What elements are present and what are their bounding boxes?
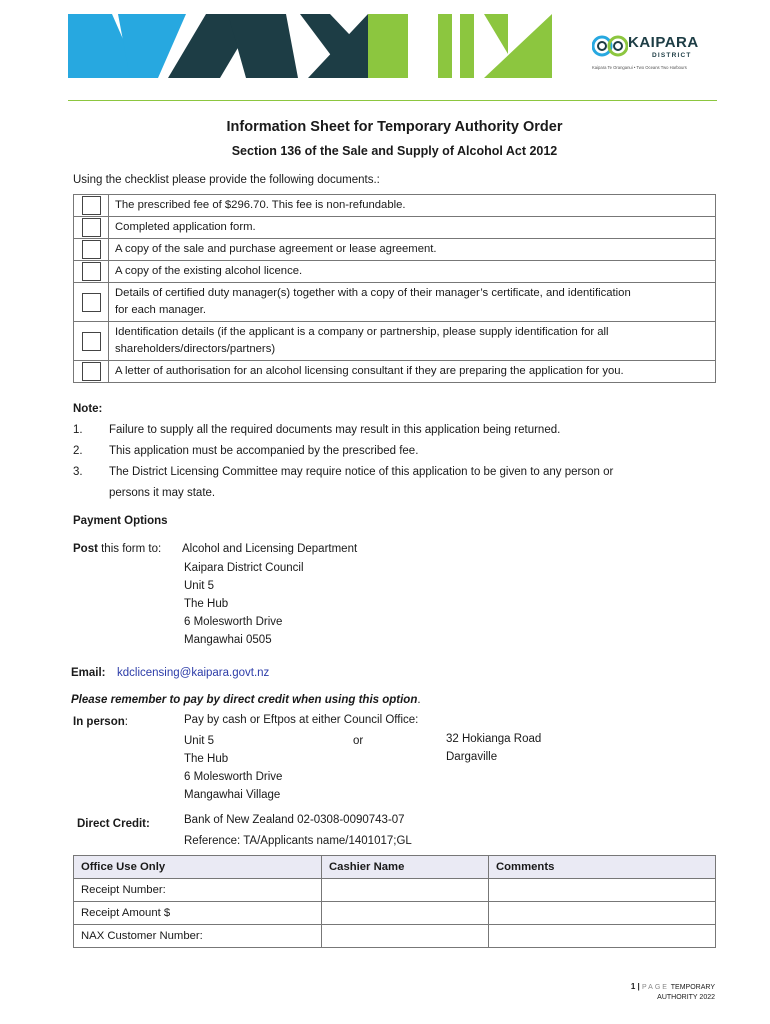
office-address-line: Unit 5 [184,735,215,747]
row-label: Receipt Amount $ [74,902,322,925]
post-address-line: Mangawhai 0505 [184,634,272,646]
note-number: 1. [73,424,83,436]
page-title: Information Sheet for Temporary Authority Order [226,119,563,135]
checklist-item-text-cont: shareholders/directors/partners) [115,343,276,355]
email-link[interactable]: kdclicensing@kaipara.govt.nz [117,667,270,679]
office-address-line: 6 Molesworth Drive [184,771,283,783]
checklist-item-text: The prescribed fee of $296.70. This fee is non-refundable. [109,195,716,217]
note-heading: Note: [73,403,103,415]
direct-credit-reminder: Please remember to pay by direct credit when using this option. [71,694,421,706]
checklist-item-text: A copy of the existing alcohol licence. [109,261,716,283]
banner-bar-1 [438,14,452,78]
checkbox[interactable] [82,332,101,351]
table-row [74,925,716,948]
footer-title: AUTHORITY 2022 [657,994,715,1001]
direct-credit-label: Direct Credit: [77,818,150,830]
checklist-intro: Using the checklist please provide the following documents.: [73,174,380,186]
checklist-row [74,239,716,261]
checkbox[interactable] [82,293,101,312]
bank-reference: Reference: TA/Applicants name/1401017;GL [184,835,412,847]
logo-district: DISTRICT [652,52,692,59]
comments-cell[interactable] [489,925,716,948]
note-text: This application must be accompanied by the prescribed fee. [109,445,419,457]
table-header-row [74,856,716,879]
table-row [74,902,716,925]
bank-account: Bank of New Zealand 02-0308-0090743-07 [184,814,405,826]
kaipara-swirl-logo-icon [592,32,628,60]
row-label: Receipt Number: [74,879,322,902]
note-text: Failure to supply all the required documents may result in this application being returned. [109,424,561,436]
payment-heading: Payment Options [73,515,168,527]
banner-shape-7 [368,14,408,78]
logo-name: KAIPARA [628,34,699,51]
checkbox[interactable] [82,196,101,215]
office-address-line: Dargaville [446,751,498,763]
checklist-item-text: A copy of the sale and purchase agreement or lease agreement. [109,239,716,261]
cashier-name-cell[interactable] [322,902,489,925]
or-text: or [353,735,364,747]
banner-shape-9 [484,14,508,54]
post-address-line: The Hub [184,598,229,610]
email-label: Email: [71,667,106,679]
checklist-item-text-cont: for each manager. [115,304,207,316]
note-text-cont: persons it may state. [109,487,216,499]
checklist-item-text: A letter of authorisation for an alcohol licensing consultant if they are preparing the application for you. [109,361,716,383]
page-footer [560,982,715,1003]
column-header: Comments [489,856,716,879]
post-address-line: Alcohol and Licensing Department [182,543,358,555]
column-header: Office Use Only [74,856,322,879]
cashier-name-cell[interactable] [322,925,489,948]
post-label: Post this form to: [73,543,162,555]
comments-cell[interactable] [489,902,716,925]
checkbox[interactable] [82,218,101,237]
checklist-row [74,322,716,361]
in-person-intro: Pay by cash or Eftpos at either Council Office: [184,714,419,726]
post-address-line: Unit 5 [184,580,215,592]
checklist-item-text: Completed application form. [109,217,716,239]
page-subtitle: Section 136 of the Sale and Supply of Alcohol Act 2012 [231,144,558,158]
checkbox[interactable] [82,240,101,259]
documents-checklist [73,194,716,383]
checklist-item-text: Identification details (if the applicant is a company or partnership, please supply identification for all [115,326,609,338]
in-person-label: In person: [73,716,128,728]
office-address-line: Mangawhai Village [184,789,281,801]
header-banner [68,14,552,78]
cashier-name-cell[interactable] [322,879,489,902]
checklist-row [74,195,716,217]
office-address-line: The Hub [184,753,229,765]
post-address-line: 6 Molesworth Drive [184,616,283,628]
office-use-table [73,855,716,948]
checkbox[interactable] [82,362,101,381]
checklist-row [74,283,716,322]
header-divider [68,100,717,101]
note-number: 2. [73,445,83,457]
note-text: The District Licensing Committee may require notice of this application to be given to any person or [109,466,614,478]
checklist-row [74,261,716,283]
comments-cell[interactable] [489,879,716,902]
page-indicator: 1 | PAGE TEMPORARY [630,982,715,991]
column-header: Cashier Name [322,856,489,879]
note-number: 3. [73,466,83,478]
post-address-line: Kaipara District Council [184,562,304,574]
checklist-item-text: Details of certified duty manager(s) together with a copy of their manager’s certificate, and identification [115,287,631,299]
row-label: NAX Customer Number: [74,925,322,948]
banner-bar-2 [460,14,474,78]
table-row [74,879,716,902]
banner-shape-4 [228,14,298,78]
office-address-line: 32 Hokianga Road [446,733,542,745]
checklist-row [74,217,716,239]
checkbox[interactable] [82,262,101,281]
checklist-row [74,361,716,383]
kaipara-logo [592,30,712,74]
logo-tagline: Kaipara Te Oranganui • Two Oceans Two Harbours [592,65,687,70]
